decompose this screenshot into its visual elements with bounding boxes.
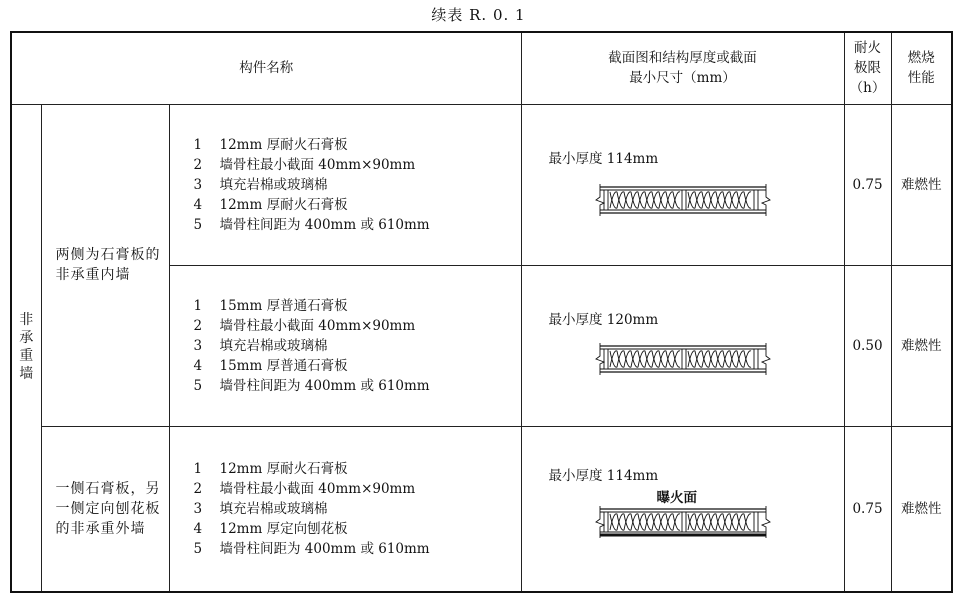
list-item: 5 墙骨柱间距为 400mm 或 610mm bbox=[193, 377, 430, 394]
table-caption: 续表 R. 0. 1 bbox=[431, 6, 526, 24]
item-list bbox=[194, 135, 521, 235]
fire-limit-value: 0.75 bbox=[844, 104, 891, 265]
list-item: 2 墙骨柱最小截面 40mm×90mm bbox=[193, 317, 416, 334]
burning-value: 难燃性 bbox=[891, 265, 952, 426]
list-item: 1 12mm 厚耐火石膏板 bbox=[193, 136, 348, 153]
header-section bbox=[521, 32, 844, 104]
subcategory-label: 两侧为石膏板的非承重内墙 bbox=[55, 247, 161, 283]
header-component-name: 构件名称 bbox=[11, 32, 521, 104]
subcategory-cell bbox=[41, 104, 169, 426]
header-fire-line2: 极限 bbox=[854, 60, 881, 77]
list-item: 5 墙骨柱间距为 400mm 或 610mm bbox=[193, 216, 430, 233]
category-label: 非承重墙 bbox=[19, 312, 34, 382]
section-thickness-label: 最小厚度 114mm bbox=[548, 150, 659, 167]
header-section-line1: 截面图和结构厚度或截面 bbox=[608, 50, 757, 67]
subcategory-label: 一侧石膏板，另一侧定向刨花板的非承重外墙 bbox=[55, 480, 161, 537]
header-fire-limit bbox=[844, 32, 891, 104]
header-burning bbox=[891, 32, 952, 104]
list-item: 4 12mm 厚定向刨花板 bbox=[193, 520, 348, 537]
burning-value: 难燃性 bbox=[891, 426, 952, 592]
item-list bbox=[194, 459, 521, 559]
section-thickness-label: 最小厚度 114mm bbox=[548, 467, 659, 484]
list-item: 2 墙骨柱最小截面 40mm×90mm bbox=[193, 480, 416, 497]
list-item: 3 填充岩棉或玻璃棉 bbox=[193, 176, 328, 193]
wall-section-diagram bbox=[594, 342, 772, 378]
subcategory-cell bbox=[41, 426, 169, 592]
table-row bbox=[11, 426, 952, 592]
list-item: 3 填充岩棉或玻璃棉 bbox=[193, 500, 328, 517]
items-cell bbox=[169, 104, 521, 265]
burning-value: 难燃性 bbox=[891, 104, 952, 265]
list-item: 4 12mm 厚耐火石膏板 bbox=[193, 196, 348, 213]
fire-limit-value: 0.50 bbox=[844, 265, 891, 426]
header-fire-line1: 耐火 bbox=[854, 40, 881, 57]
items-cell bbox=[169, 426, 521, 592]
list-item: 5 墙骨柱间距为 400mm 或 610mm bbox=[193, 540, 430, 557]
item-list bbox=[194, 296, 521, 396]
list-item: 1 12mm 厚耐火石膏板 bbox=[193, 460, 348, 477]
header-section-line2: 最小尺寸（mm） bbox=[629, 70, 736, 87]
list-item: 1 15mm 厚普通石膏板 bbox=[193, 297, 348, 314]
list-item: 2 墙骨柱最小截面 40mm×90mm bbox=[193, 156, 416, 173]
section-cell bbox=[521, 104, 844, 265]
wall-section-diagram bbox=[594, 505, 772, 541]
list-item: 4 15mm 厚普通石膏板 bbox=[193, 357, 348, 374]
exposure-side-label: 曝火面 bbox=[656, 489, 697, 506]
fire-limit-value: 0.75 bbox=[844, 426, 891, 592]
category-cell bbox=[11, 104, 41, 592]
section-thickness-label: 最小厚度 120mm bbox=[548, 311, 659, 328]
section-cell bbox=[521, 265, 844, 426]
header-burn-line2: 性能 bbox=[907, 70, 935, 87]
fire-resistance-table bbox=[10, 31, 953, 593]
header-fire-line3: （h） bbox=[849, 80, 886, 97]
header-burn-line1: 燃烧 bbox=[907, 50, 935, 67]
items-cell bbox=[169, 265, 521, 426]
section-cell bbox=[521, 426, 844, 592]
list-item: 3 填充岩棉或玻璃棉 bbox=[193, 337, 328, 354]
wall-section-diagram bbox=[594, 183, 772, 219]
table-row bbox=[11, 104, 952, 265]
